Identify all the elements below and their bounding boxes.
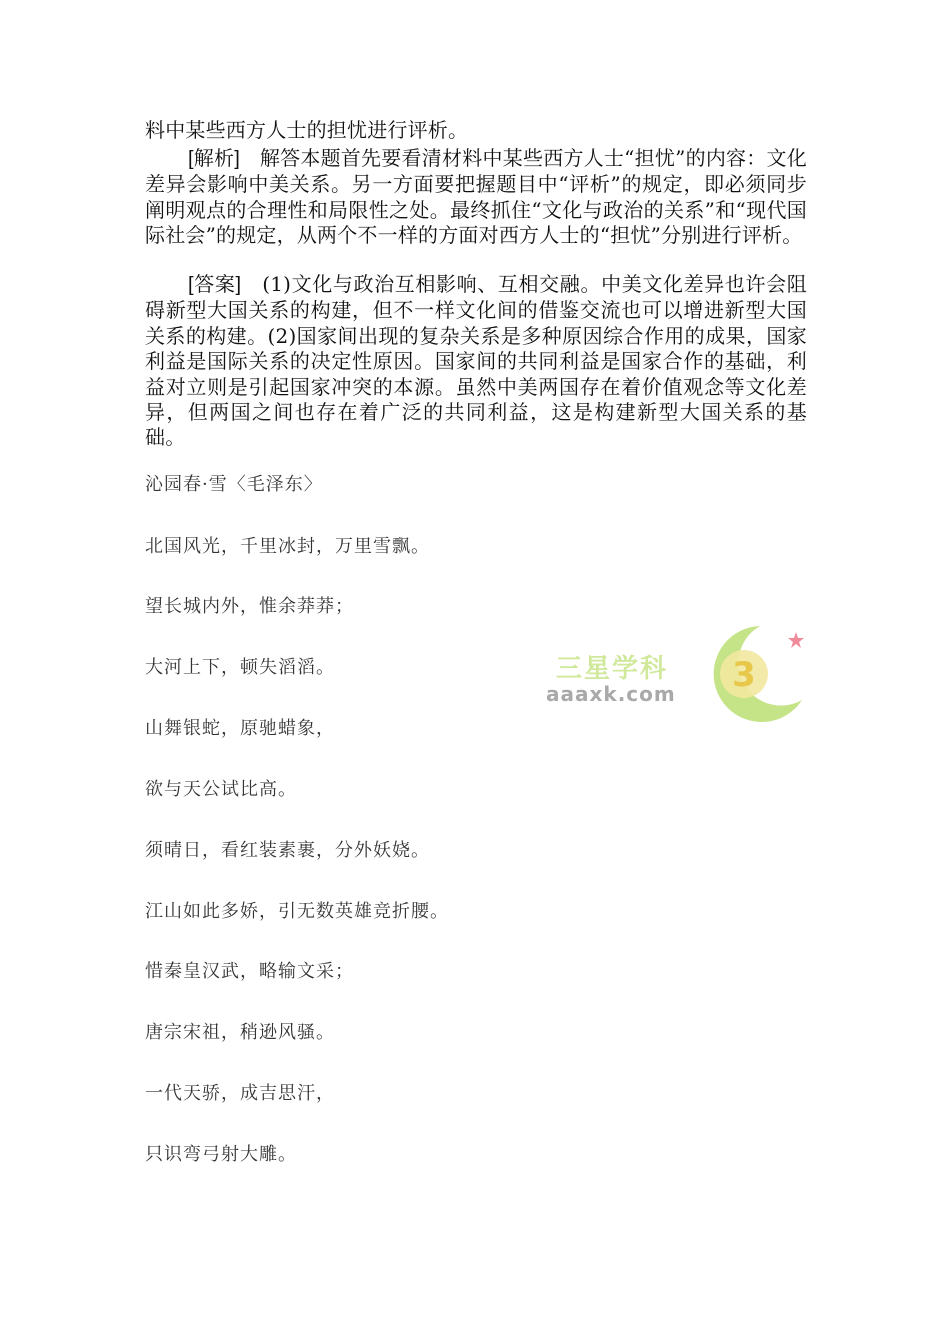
watermark-url-text: aaaxk.com — [546, 682, 676, 706]
poem-line: 大河上下，顿失滔滔。 — [145, 657, 335, 678]
watermark-brand-text: 三星学科 — [556, 654, 669, 684]
intro-tail-paragraph — [145, 118, 807, 143]
poem-title: 沁园春·雪〈毛泽东〉 — [145, 474, 323, 495]
intro-tail-text: 料中某些西方人士的担忧进行评析。 — [145, 118, 469, 142]
poem-line: 欲与天公试比高。 — [145, 779, 297, 800]
answer-label: [答案] — [188, 274, 242, 296]
poem-line: 北国风光，千里冰封，万里雪飘。 — [145, 536, 430, 557]
analysis-label: [解析] — [188, 148, 241, 170]
poem-line: 须晴日，看红装素裹，分外妖娆。 — [145, 840, 430, 861]
watermark-logo-digit: 3 — [732, 655, 756, 695]
answer-text: (1)文化与政治互相影响、互相交融。中美文化差异也许会阻碍新型大国关系的构建，但不一样文化间的借鉴交流也可以增进新型大国关系的构建。(2)国家间出现的复杂关系是多种原因综合作用的成果，国家利益是国际关系的决定性原因。国家间的共同利益是国家合作的基础，利益对立则是引起国家冲突的本源。虽然中美两国存在着价值观念等文化差异，但两国之间也存在着广泛的共同利益，这是构建新型大国关系的基础。 — [145, 272, 807, 450]
poem-line: 只识弯弓射大雕。 — [145, 1144, 297, 1165]
analysis-text: 解答本题首先要看清材料中某些西方人士“担忧”的内容：文化差异会影响中美关系。另一方面要把握题目中“评析”的规定，即必须同步阐明观点的合理性和局限性之处。最终抓住“文化与政治的关系”和“现代国际社会”的规定，从两个不一样的方面对西方人士的“担忧”分别进行评析。 — [145, 146, 807, 248]
analysis-paragraph — [145, 146, 807, 249]
poem-line: 唐宗宋祖，稍逊风骚。 — [145, 1022, 335, 1043]
watermark — [540, 618, 810, 728]
poem-line: 惜秦皇汉武，略输文采； — [145, 961, 354, 982]
answer-paragraph — [145, 272, 807, 451]
crescent-moon-star-logo-icon — [690, 618, 810, 728]
poem-line: 一代天骄，成吉思汗， — [145, 1083, 335, 1104]
poem-line: 山舞银蛇，原驰蜡象， — [145, 718, 335, 739]
poem-line: 望长城内外，惟余莽莽； — [145, 596, 354, 617]
poem-line: 江山如此多娇，引无数英雄竞折腰。 — [145, 901, 449, 922]
